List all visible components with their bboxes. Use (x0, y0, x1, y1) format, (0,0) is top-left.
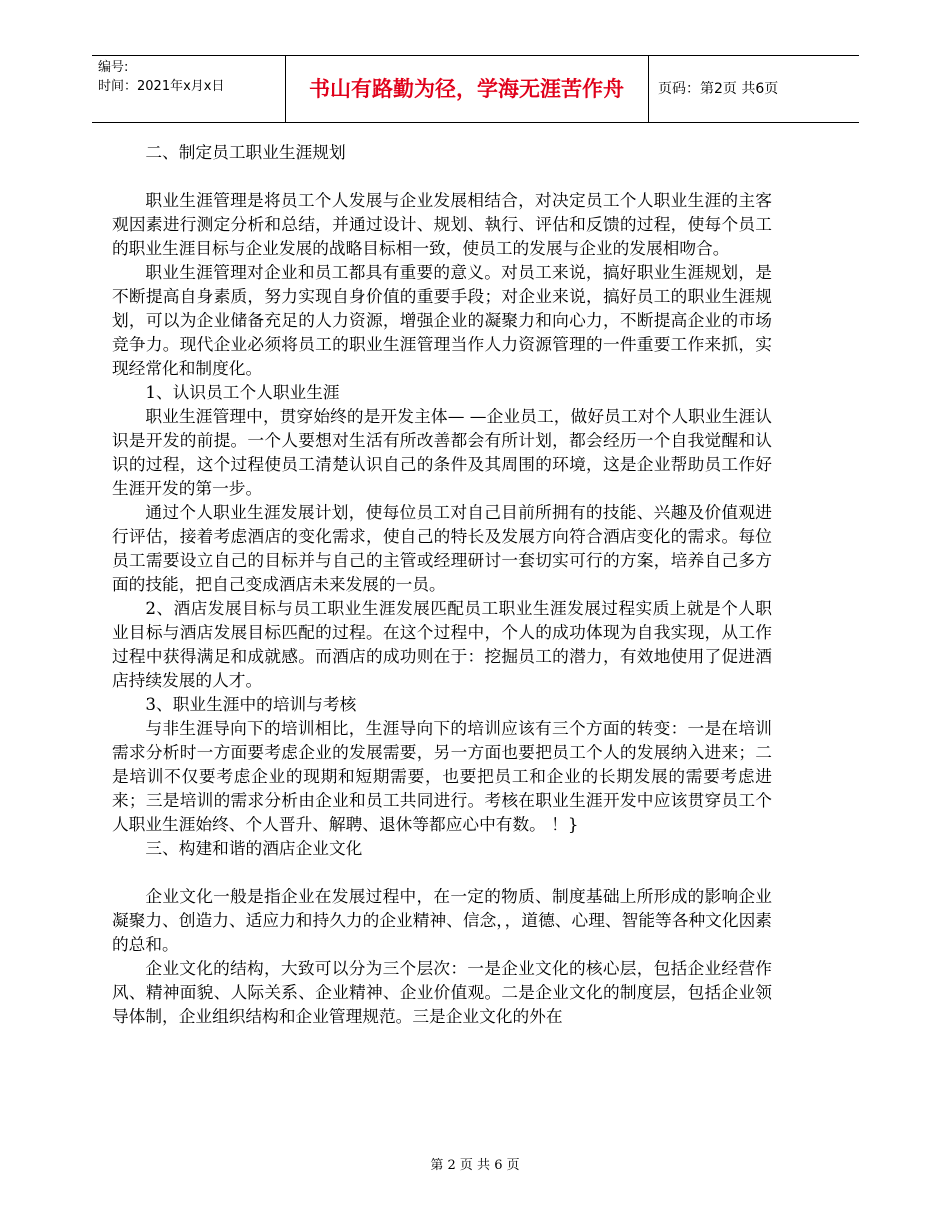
page-footer: 第 2 页 共 6 页 (430, 1158, 520, 1173)
document-time: 时间：2021年x月x日 (98, 79, 225, 94)
paragraph: 通过个人职业生涯发展计划，使每位员工对自己目前所拥有的技能、兴趣及价值观进行评估，接着考虑酒店的变化需求，使自己的特长及发展方向符合酒店变化的需求。每位员工需要设立自己的目标并与自己的主管或经理研讨一套切实可行的方案，培养自己多方面的技能，把自己变成酒店未来发展的一员。 (112, 502, 772, 594)
header-page-code: 页码：第2页 共6页 (658, 81, 779, 97)
header-meta (98, 56, 284, 122)
paragraph: 与非生涯导向下的培训相比，生涯导向下的培训应该有三个方面的转变：一是在培训需求分析时一方面要考虑企业的发展需要，另一方面也要把员工个人的发展纳入进来；二是培训不仅要考虑企业的现期和短期需要，也要把员工和企业的长期发展的需要考虑进来；三是培训的需求分析由企业和员工共同进行。考核在职业生涯开发中应该贯穿员工个人职业生涯始终、个人晋升、解聘、退休等都应心中有数。 ！} (112, 718, 772, 834)
paragraph: 职业生涯管理中，贯穿始终的是开发主体— —企业员工，做好员工对个人职业生涯认识是开发的前提。一个人要想对生活有所改善都会有所计划，都会经历一个自我觉醒和认识的过程，这个过程使员工清楚认识自己的条件及其周围的环境，这是企业帮助员工作好生涯开发的第一步。 (112, 406, 772, 498)
subsection-heading-1: 1、认识员工个人职业生涯 (145, 382, 340, 402)
paragraph: 职业生涯管理是将员工个人发展与企业发展相结合，对决定员工个人职业生涯的主客观因素进行测定分析和总结，并通过设计、规划、執行、评估和反馈的过程，使每个员工的职业生涯目标与企业发展的战略目标相一致，使员工的发展与企业的发展相吻合。 (112, 190, 772, 258)
document-number-label: 编号: (98, 60, 129, 75)
paragraph: 企业文化一般是指企业在发展过程中，在一定的物质、制度基础上所形成的影响企业凝聚力、创造力、适应力和持久力的企业精神、信念，，道德、心理、智能等各种文化因素的总和。 (112, 886, 772, 954)
header-motto: 书山有路勤为径，学海无涯苦作舟 (309, 77, 624, 101)
paragraph: 企业文化的结构，大致可以分为三个层次：一是企业文化的核心层，包括企业经营作风、精神面貌、人际关系、企业精神、企业价值观。二是企业文化的制度层，包括企业领导体制，企业组织结构和企业管理规范。三是企业文化的外在 (112, 958, 772, 1026)
page-header (92, 55, 859, 123)
paragraph: 2、酒店发展目标与员工职业生涯发展匹配员工职业生涯发展过程实质上就是个人职业目标与酒店发展目标匹配的过程。在这个过程中，个人的成功体现为自我实现，从工作过程中获得满足和成就感。而酒店的成功则在于：挖掘员工的潜力，有效地使用了促进酒店持续发展的人才。 (112, 598, 772, 690)
section-heading-3: 三、构建和谐的酒店企业文化 (145, 838, 363, 858)
paragraph: 职业生涯管理对企业和员工都具有重要的意义。对员工来说，搞好职业生涯规划，是不断提高自身素质，努力实现自身价值的重要手段；对企业来说，搞好员工的职业生涯规划，可以为企业储备充足的人力资源，增强企业的凝聚力和向心力，不断提高企业的市场竞争力。现代企业必须将员工的职业生涯管理当作人力资源管理的一件重要工作来抓，实现经常化和制度化。 (112, 262, 772, 378)
header-divider (648, 56, 649, 122)
subsection-heading-3: 3、职业生涯中的培训与考核 (145, 694, 357, 714)
section-heading-2: 二、制定员工职业生涯规划 (145, 142, 346, 162)
document-body (112, 140, 772, 1028)
